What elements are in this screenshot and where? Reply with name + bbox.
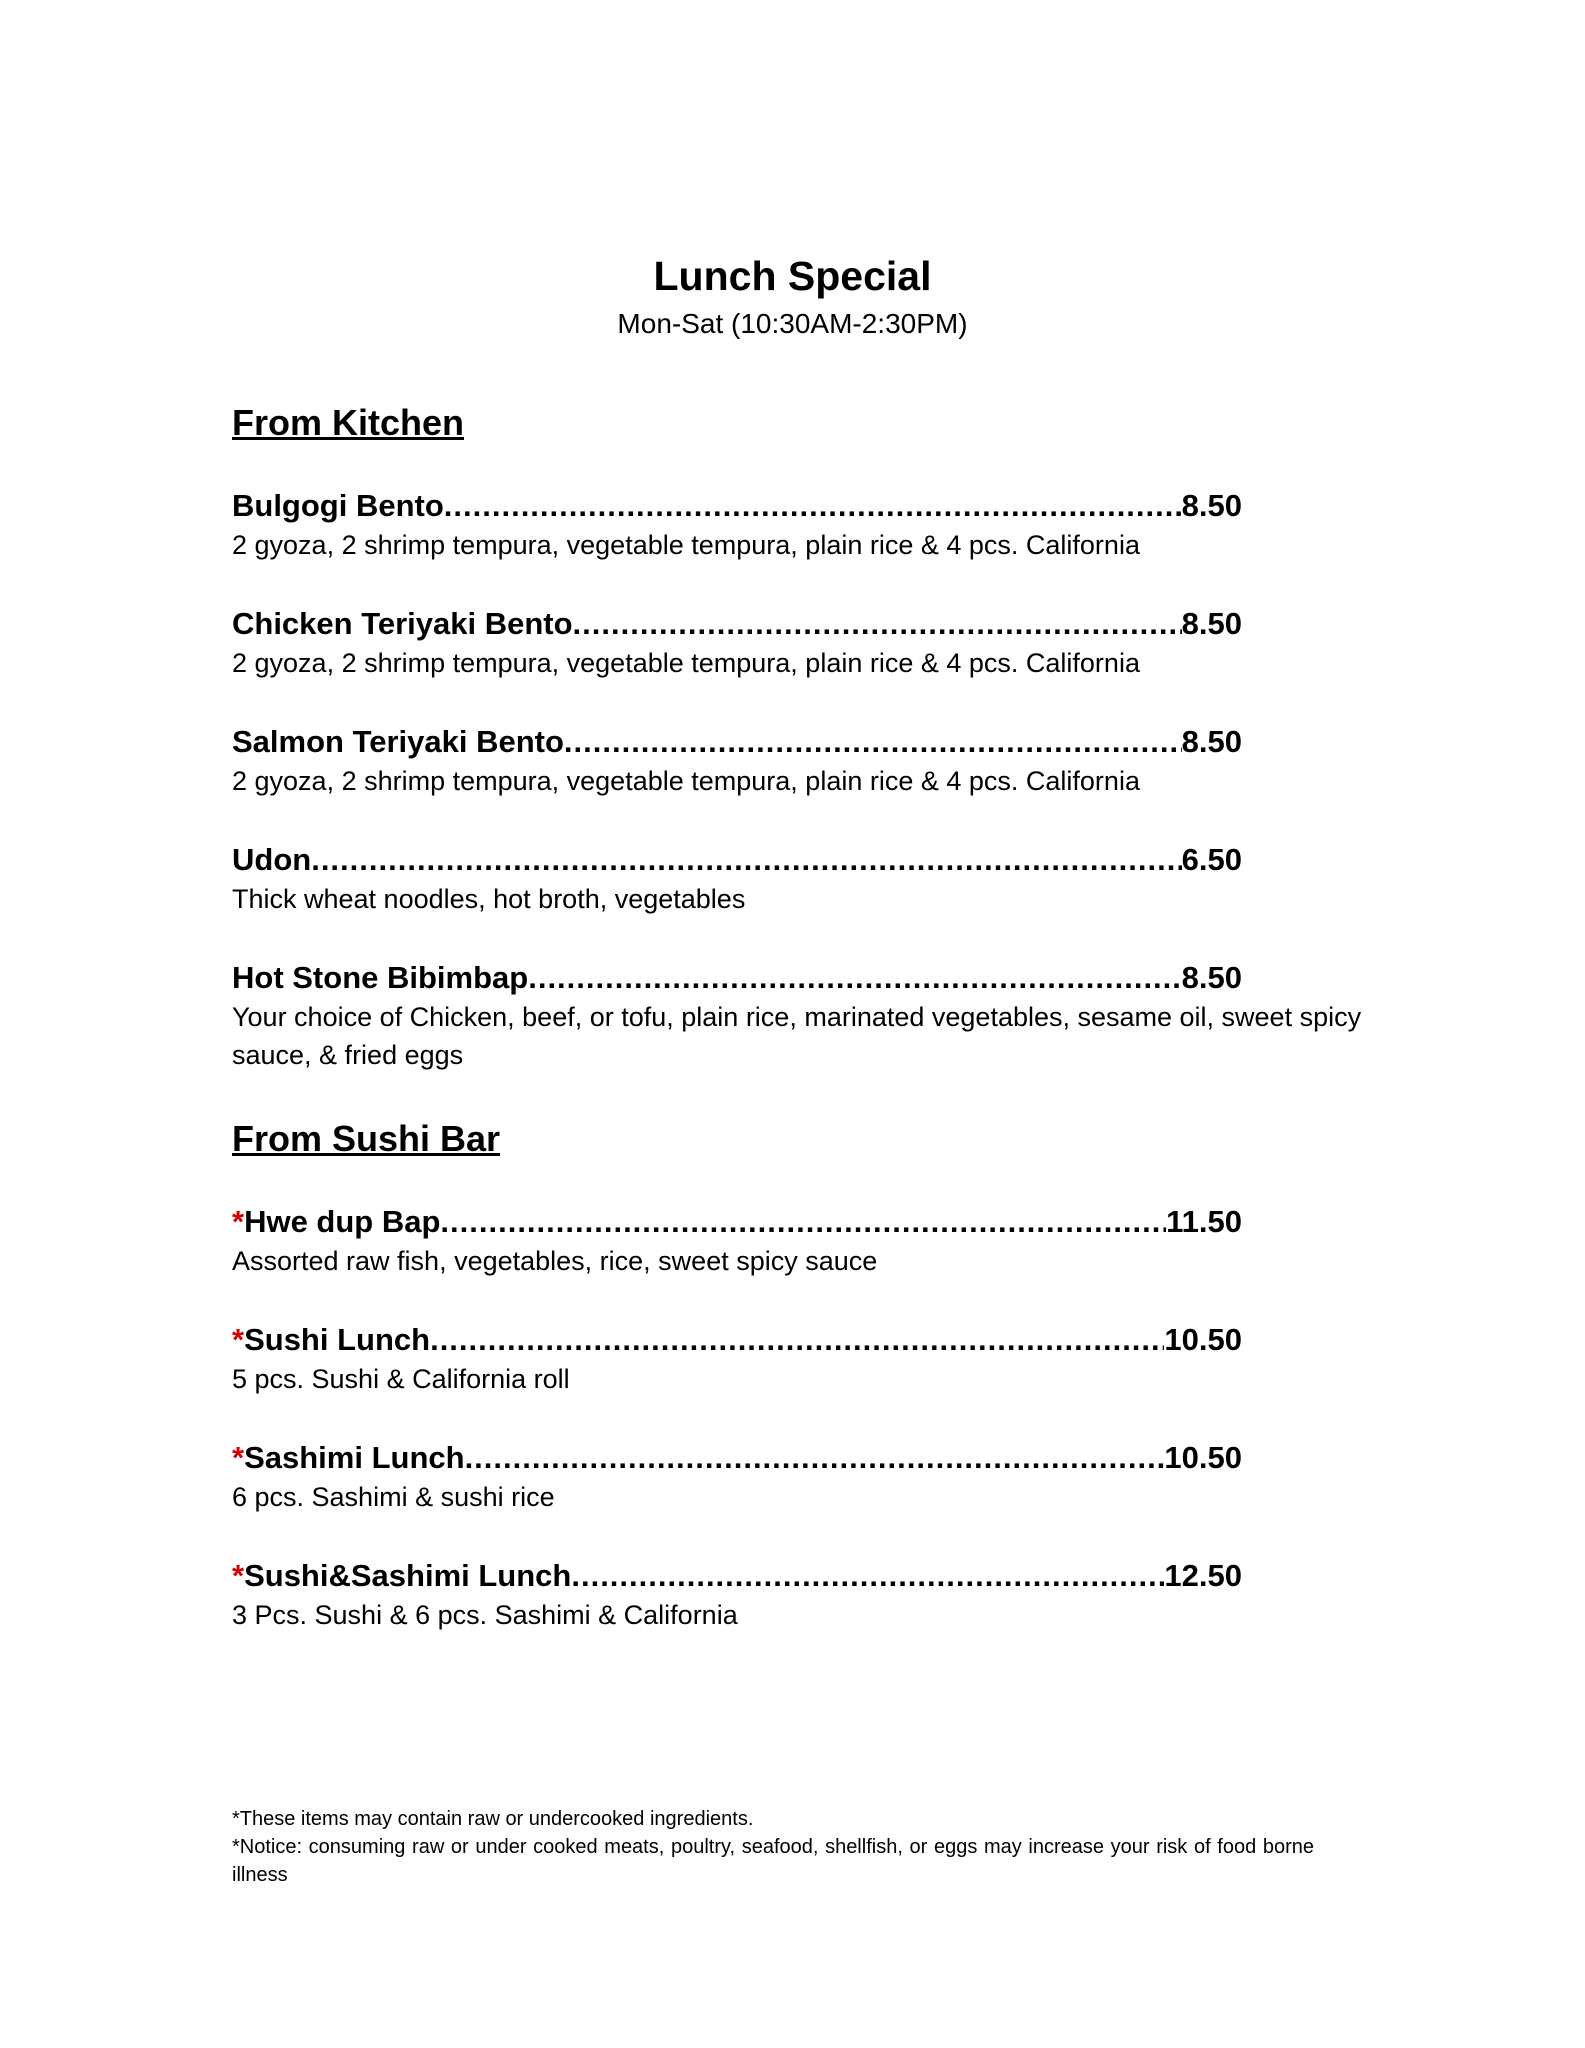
item-price: 10.50: [1164, 1440, 1242, 1475]
item-name-text: Sushi&Sashimi Lunch: [244, 1558, 572, 1593]
page-header: [0, 250, 1585, 342]
page-title: Lunch Special: [653, 253, 932, 299]
menu-item: [232, 486, 1362, 564]
menu-item: [232, 840, 1362, 918]
menu-item: [232, 1438, 1362, 1516]
item-price: 12.50: [1164, 1558, 1242, 1593]
page-subtitle: Mon-Sat (10:30AM-2:30PM): [617, 308, 968, 339]
item-price: 6.50: [1181, 842, 1242, 877]
menu-content: [232, 400, 1362, 1674]
item-description: Assorted raw fish, vegetables, rice, sweet spicy sauce: [232, 1246, 878, 1276]
item-price: 8.50: [1181, 724, 1242, 759]
dot-leader: [465, 1438, 1165, 1478]
dot-leader: [440, 1202, 1166, 1242]
item-name: [232, 1556, 571, 1596]
item-name: [232, 1202, 440, 1242]
footnote-raw-items: *These items may contain raw or undercooked ingredients.: [232, 1808, 754, 1830]
item-line: [232, 958, 1242, 998]
footnotes: [232, 1805, 1314, 1889]
menu-item: [232, 958, 1362, 1074]
item-name: Bulgogi Bento: [232, 488, 444, 523]
section-heading: From Sushi Bar: [232, 1118, 501, 1159]
item-description: 2 gyoza, 2 shrimp tempura, vegetable tempura, plain rice & 4 pcs. California: [232, 766, 1140, 796]
dot-leader: [564, 722, 1182, 762]
item-description: 2 gyoza, 2 shrimp tempura, vegetable tempura, plain rice & 4 pcs. California: [232, 530, 1140, 560]
menu-item: [232, 604, 1362, 682]
item-line: [232, 1320, 1242, 1360]
item-name: [232, 1438, 465, 1478]
item-description: Thick wheat noodles, hot broth, vegetables: [232, 884, 746, 914]
section-from-kitchen: [232, 400, 1362, 1074]
item-line: [232, 1202, 1242, 1242]
item-description: Your choice of Chicken, beef, or tofu, plain rice, marinated vegetables, sesame oil, sweet spicy sauce, & fried eggs: [232, 1002, 1362, 1070]
raw-marker: *: [232, 1322, 245, 1357]
item-price: 11.50: [1166, 1204, 1242, 1239]
item-line: [232, 486, 1242, 526]
item-description: 5 pcs. Sushi & California roll: [232, 1364, 570, 1394]
item-description: 2 gyoza, 2 shrimp tempura, vegetable tempura, plain rice & 4 pcs. California: [232, 648, 1140, 678]
section-heading: From Kitchen: [232, 402, 465, 443]
dot-leader: [528, 958, 1181, 998]
dot-leader: [444, 486, 1182, 526]
menu-item: [232, 1556, 1362, 1634]
item-name: Chicken Teriyaki Bento: [232, 606, 573, 641]
item-price: 8.50: [1181, 488, 1242, 523]
dot-leader: [311, 840, 1181, 880]
item-price: 10.50: [1164, 1322, 1242, 1357]
raw-marker: *: [232, 1204, 245, 1239]
dot-leader: [571, 1556, 1164, 1596]
item-name: [232, 1320, 430, 1360]
item-name-text: Sushi Lunch: [244, 1322, 431, 1357]
item-line: [232, 604, 1242, 644]
item-price: 8.50: [1181, 606, 1242, 641]
item-description: 3 Pcs. Sushi & 6 pcs. Sashimi & California: [232, 1600, 738, 1630]
section-from-sushi-bar: [232, 1116, 1362, 1634]
menu-item: [232, 1320, 1362, 1398]
menu-item: [232, 722, 1362, 800]
item-name-text: Hwe dup Bap: [244, 1204, 441, 1239]
item-name-text: Sashimi Lunch: [244, 1440, 465, 1475]
item-price: 8.50: [1181, 960, 1242, 995]
item-name: Udon: [232, 842, 312, 877]
footnote-health-notice: *Notice: consuming raw or under cooked meats, poultry, seafood, shellfish, or eggs may increase your risk of food borne illness: [232, 1836, 1314, 1886]
raw-marker: *: [232, 1440, 245, 1475]
item-description: 6 pcs. Sashimi & sushi rice: [232, 1482, 555, 1512]
item-line: [232, 1556, 1242, 1596]
item-line: [232, 1438, 1242, 1478]
dot-leader: [573, 604, 1182, 644]
raw-marker: *: [232, 1558, 245, 1593]
item-line: [232, 840, 1242, 880]
item-line: [232, 722, 1242, 762]
item-name: Salmon Teriyaki Bento: [232, 724, 564, 759]
item-name: Hot Stone Bibimbap: [232, 960, 529, 995]
menu-item: [232, 1202, 1362, 1280]
dot-leader: [430, 1320, 1164, 1360]
